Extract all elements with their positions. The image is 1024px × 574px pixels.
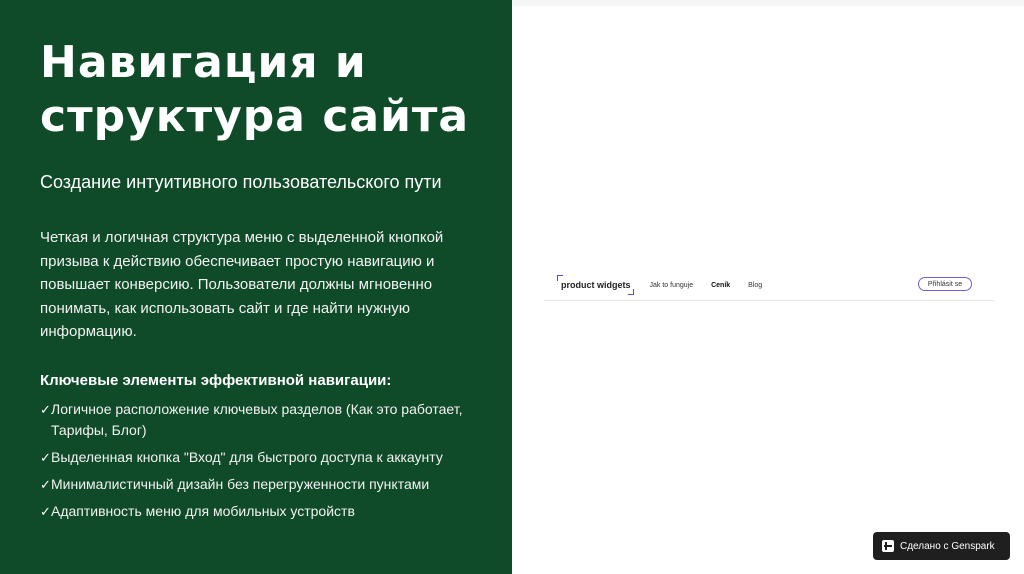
logo-bracket-top-icon (557, 275, 563, 281)
feature-text: Минималистичный дизайн без перегруженности пунктами (51, 475, 430, 492)
nav-link-blog[interactable]: Blog (748, 281, 763, 289)
slide-description: Четкая и логичная структура меню с выделенной кнопкой призыва к действию обеспечивает простую навигацию и повышает конверсию. Пользователи должны мгновенно понимать, как использовать сайт и где найти нужную информацию. (40, 229, 444, 340)
badge-label: Сделано с Genspark (900, 540, 995, 552)
feature-text: Логичное расположение ключевых разделов (Как это работает, Тарифы, Блог) (51, 400, 463, 438)
features-list (40, 399, 472, 522)
checkmark-icon: ✓ (40, 449, 51, 465)
list-item (40, 501, 472, 522)
made-with-genspark-badge[interactable] (873, 532, 1010, 560)
list-item (40, 447, 472, 468)
checkmark-icon: ✓ (40, 476, 51, 492)
brand-logo[interactable] (558, 280, 631, 290)
logo-bracket-bottom-icon (628, 289, 634, 295)
nav-link-pricing[interactable]: Ceník (711, 281, 731, 289)
checkmark-icon: ✓ (40, 503, 51, 519)
preview-panel (512, 0, 1024, 574)
slide-subtitle: Создание интуитивного пользовательского пути (40, 172, 442, 192)
feature-text: Адаптивность меню для мобильных устройств (51, 502, 355, 519)
features-heading: Ключевые элементы эффективной навигации: (40, 371, 392, 389)
list-item (40, 399, 472, 441)
list-item (40, 474, 472, 495)
checkmark-icon: ✓ (40, 401, 51, 417)
navigation-screenshot (544, 270, 994, 301)
feature-text: Выделенная кнопка "Вход" для быстрого доступа к аккаунту (51, 448, 443, 465)
nav-link-how-it-works[interactable]: Jak to funguje (649, 281, 694, 289)
top-strip (512, 0, 1024, 6)
slide-title: Навигация и структура сайта (40, 37, 470, 142)
login-button[interactable]: Přihlásit se (918, 277, 972, 291)
logo-text: product widgets (561, 280, 631, 290)
genspark-icon (882, 540, 894, 552)
